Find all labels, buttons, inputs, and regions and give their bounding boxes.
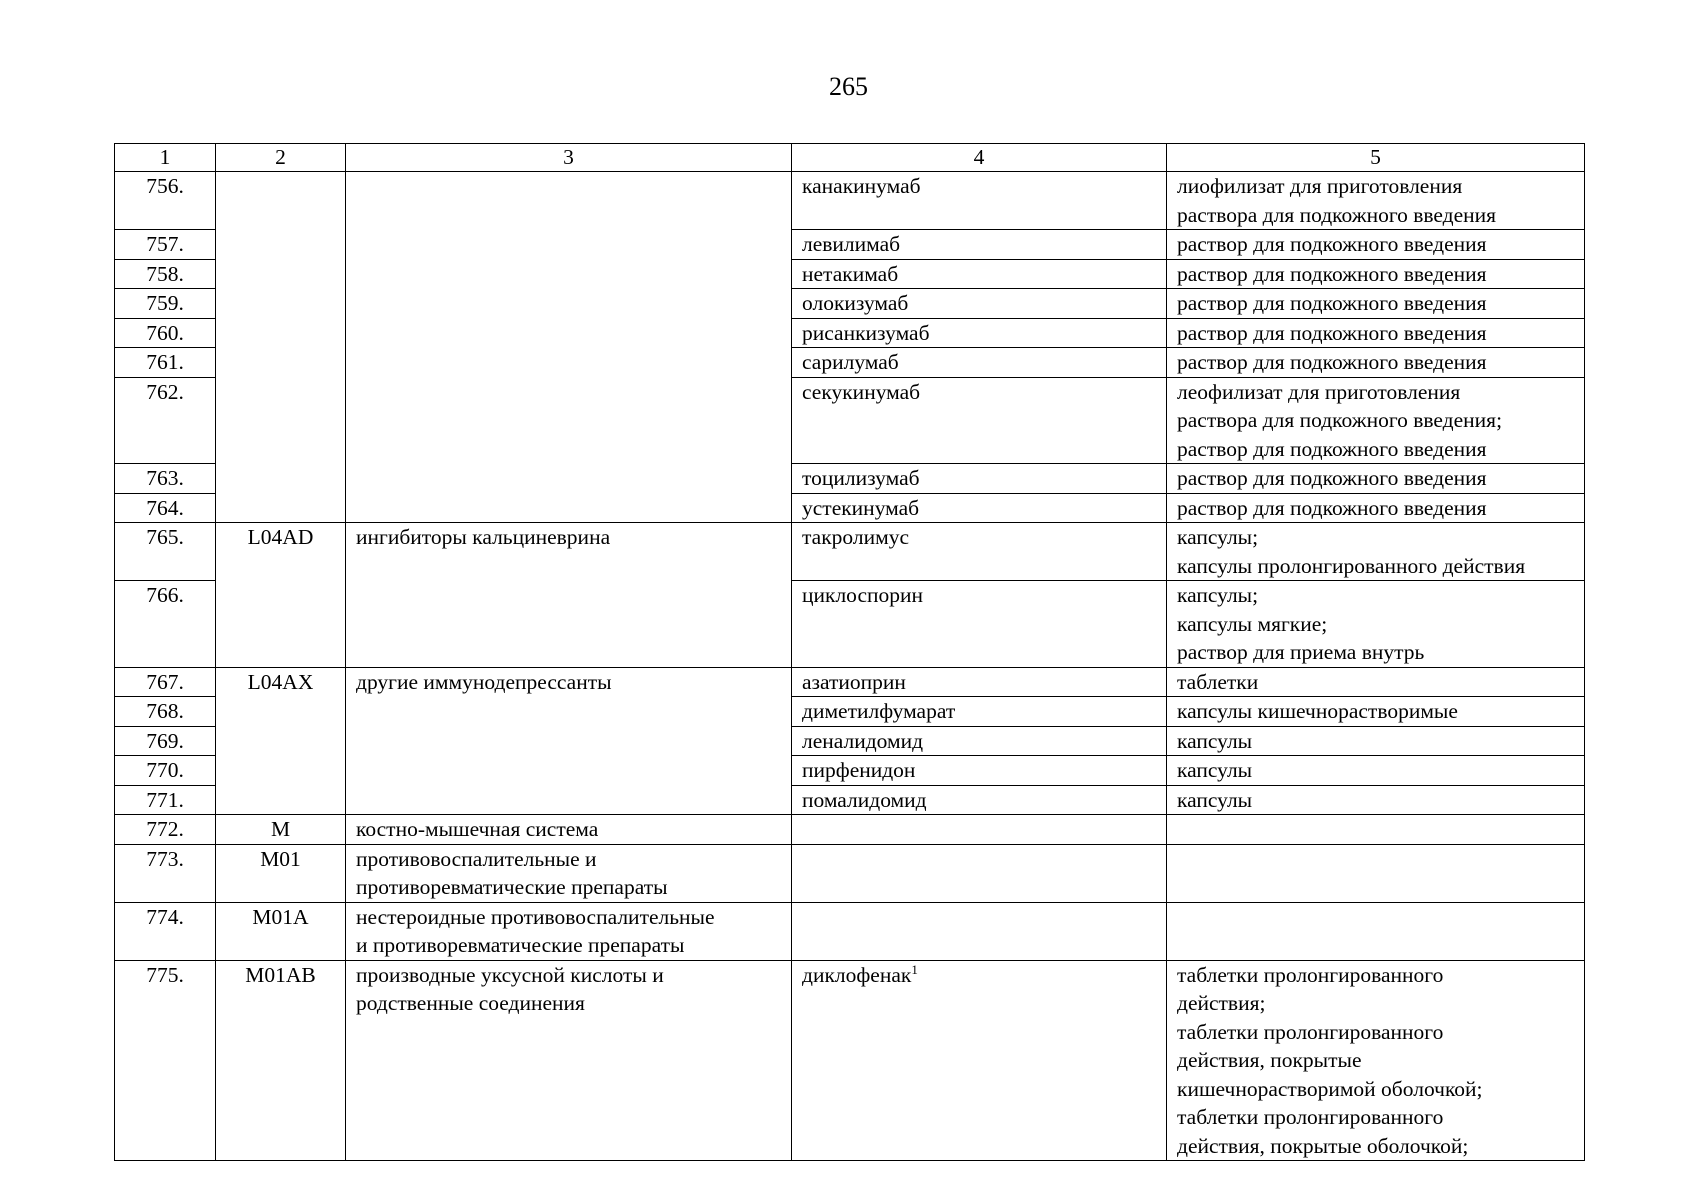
row-number: 775. [115, 960, 216, 1161]
drug-name: секукинумаб [792, 377, 1167, 464]
dosage-form: раствор для подкожного введения [1167, 230, 1585, 260]
drug-name: пирфенидон [792, 756, 1167, 786]
table-row [115, 667, 1585, 697]
drug-name: такролимус [792, 523, 1167, 581]
drug-name: рисанкизумаб [792, 318, 1167, 348]
row-number: 759. [115, 289, 216, 319]
row-number: 765. [115, 523, 216, 581]
dosage-form: капсулы; капсулы пролонгированного действия [1167, 523, 1585, 581]
row-number: 769. [115, 726, 216, 756]
dosage-form [1167, 815, 1585, 845]
drug-name-text: диклофенак [802, 962, 912, 987]
dosage-form [1167, 902, 1585, 960]
row-number: 761. [115, 348, 216, 378]
page-number: 265 [829, 72, 868, 101]
column-header: 3 [346, 144, 792, 172]
dosage-form: раствор для подкожного введения [1167, 318, 1585, 348]
table-row [115, 844, 1585, 902]
row-number: 763. [115, 464, 216, 494]
dosage-form: таблетки пролонгированного действия; таблетки пролонгированного действия, покрытые кишечнорастворимой оболочкой; таблетки пролонгированного действия, покрытые оболочкой; [1167, 960, 1585, 1161]
drug-name [792, 815, 1167, 845]
drug-name [792, 960, 1167, 1161]
drug-name: леналидомид [792, 726, 1167, 756]
group-name-cell [346, 172, 792, 523]
dosage-form: лиофилизат для приготовления раствора для подкожного введения [1167, 172, 1585, 230]
column-header: 5 [1167, 144, 1585, 172]
row-number: 772. [115, 815, 216, 845]
drug-name: олокизумаб [792, 289, 1167, 319]
dosage-form: капсулы [1167, 756, 1585, 786]
drug-name: диметилфумарат [792, 697, 1167, 727]
dosage-form [1167, 844, 1585, 902]
row-number: 773. [115, 844, 216, 902]
atc-code: L04AX [216, 667, 346, 815]
dosage-form: капсулы; капсулы мягкие; раствор для приема внутрь [1167, 581, 1585, 668]
table-row [115, 172, 1585, 230]
drug-name: сарилумаб [792, 348, 1167, 378]
table-row [115, 815, 1585, 845]
atc-code: M01 [216, 844, 346, 902]
dosage-form: таблетки [1167, 667, 1585, 697]
footnote-marker: 1 [911, 961, 918, 977]
row-number: 766. [115, 581, 216, 668]
drug-name: тоцилизумаб [792, 464, 1167, 494]
dosage-form: капсулы кишечнорастворимые [1167, 697, 1585, 727]
drug-name: помалидомид [792, 785, 1167, 815]
dosage-form: раствор для подкожного введения [1167, 348, 1585, 378]
drug-table [114, 143, 1585, 1161]
atc-code-cell [216, 172, 346, 523]
row-number: 770. [115, 756, 216, 786]
dosage-form: капсулы [1167, 726, 1585, 756]
row-number: 756. [115, 172, 216, 230]
drug-name: азатиоприн [792, 667, 1167, 697]
table-row [115, 960, 1585, 1161]
row-number: 767. [115, 667, 216, 697]
drug-name [792, 902, 1167, 960]
drug-name [792, 844, 1167, 902]
group-name: производные уксусной кислоты и родственные соединения [346, 960, 792, 1161]
atc-code: L04AD [216, 523, 346, 668]
group-name: другие иммунодепрессанты [346, 667, 792, 815]
dosage-form: леофилизат для приготовления раствора для подкожного введения; раствор для подкожного введения [1167, 377, 1585, 464]
dosage-form: раствор для подкожного введения [1167, 464, 1585, 494]
drug-name: устекинумаб [792, 493, 1167, 523]
group-name: ингибиторы кальциневрина [346, 523, 792, 668]
column-header: 1 [115, 144, 216, 172]
drug-name: левилимаб [792, 230, 1167, 260]
table-row [115, 902, 1585, 960]
group-name: противовоспалительные и противоревматические препараты [346, 844, 792, 902]
row-number: 771. [115, 785, 216, 815]
group-name: нестероидные противовоспалительные и противоревматические препараты [346, 902, 792, 960]
row-number: 764. [115, 493, 216, 523]
atc-code: M [216, 815, 346, 845]
row-number: 762. [115, 377, 216, 464]
dosage-form: раствор для подкожного введения [1167, 493, 1585, 523]
atc-code: M01A [216, 902, 346, 960]
dosage-form: раствор для подкожного введения [1167, 259, 1585, 289]
column-header: 2 [216, 144, 346, 172]
row-number: 760. [115, 318, 216, 348]
dosage-form: раствор для подкожного введения [1167, 289, 1585, 319]
row-number: 768. [115, 697, 216, 727]
group-name: костно-мышечная система [346, 815, 792, 845]
row-number: 774. [115, 902, 216, 960]
drug-name: канакинумаб [792, 172, 1167, 230]
atc-code: M01AB [216, 960, 346, 1161]
drug-name: нетакимаб [792, 259, 1167, 289]
column-header: 4 [792, 144, 1167, 172]
table-row [115, 523, 1585, 581]
drug-name: циклоспорин [792, 581, 1167, 668]
dosage-form: капсулы [1167, 785, 1585, 815]
row-number: 757. [115, 230, 216, 260]
row-number: 758. [115, 259, 216, 289]
table-header-row [115, 144, 1585, 172]
